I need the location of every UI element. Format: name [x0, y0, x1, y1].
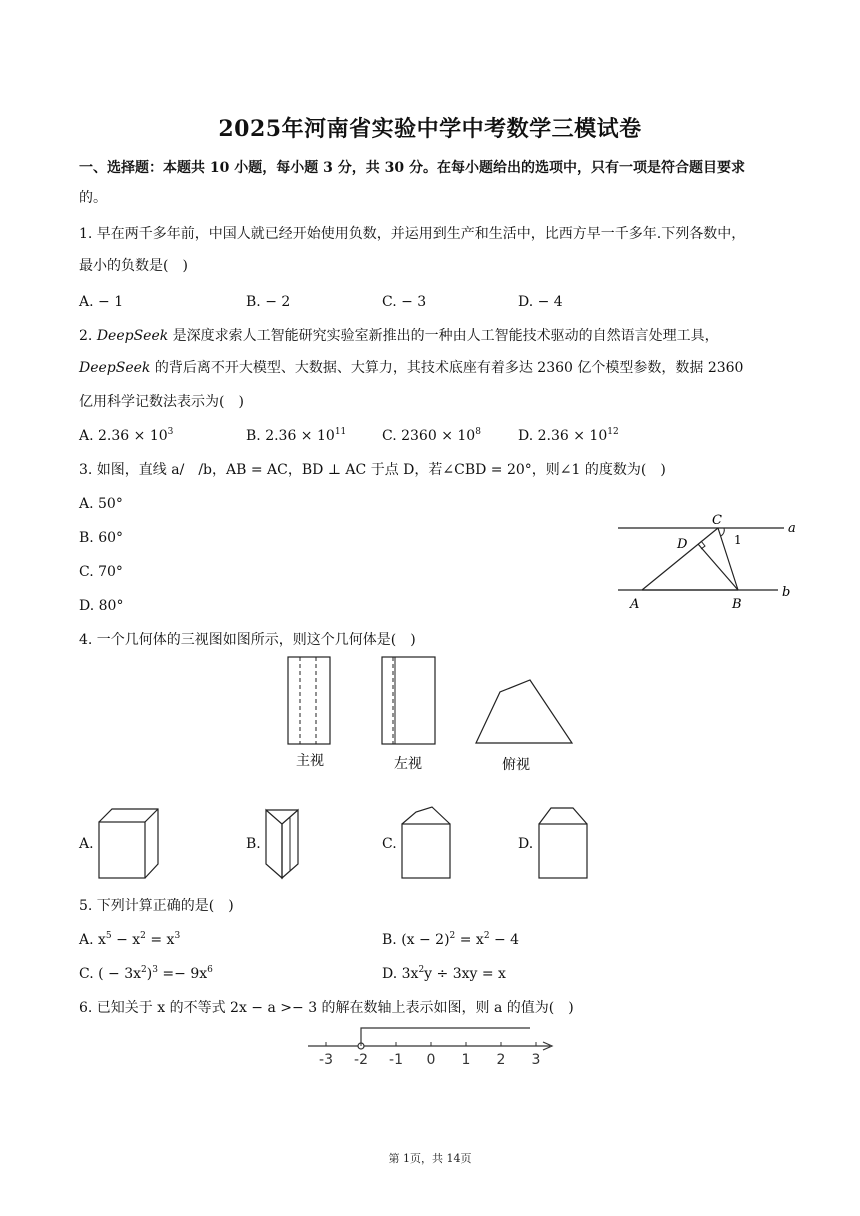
top-view-label: 俯视: [502, 757, 530, 773]
q2-option-c: C. $2360 \times 10^8$: [382, 427, 481, 444]
axis-tick-label: -3: [319, 1052, 333, 1068]
q3-option-d: D. 80°: [79, 598, 124, 614]
q2-option-d: D. $2.36 \times 10^{12}$: [518, 427, 619, 444]
q4-option-d-solid: [535, 804, 595, 882]
label-a-point: A: [630, 597, 640, 612]
axis-tick-label: -2: [354, 1052, 368, 1068]
q5-option-c: C. ( − $3x^2)^3 =- 9x^6$: [79, 965, 213, 982]
front-view: [288, 657, 330, 744]
axis-tick-label: 1: [461, 1052, 471, 1068]
q5-stem-line1: 5. 下列计算正确的是( ): [79, 898, 234, 914]
side-view: [382, 657, 435, 744]
q3-stem-line1: 3. 如图，直线 a/ /b，AB = AC，BD ⊥ AC 于点 D，若∠CBD = 20°，则∠1 的度数为( ): [79, 462, 666, 478]
angle-1-arc: [721, 528, 724, 536]
q2-number: 2.: [79, 328, 97, 344]
q2-stem-line3: 亿用科学记数法表示为( ): [79, 394, 244, 410]
label-b-line: b: [782, 585, 791, 600]
label-c: C: [712, 513, 722, 528]
exam-title: 2025年河南省实验中学中考数学三模试卷: [218, 116, 642, 142]
q2-option-a: A. $2.36 \times 10^3$: [79, 427, 174, 444]
q1-stem-line1: 1. 早在两千多年前，中国人就已经开始使用负数，并运用到生产和生活中，比西方早一千多年.下列各数中，: [79, 226, 746, 242]
q2-deepseek-term2: DeepSeek: [79, 360, 151, 376]
front-view-label: 主视: [296, 753, 324, 769]
section-heading-line2: 的。: [79, 190, 107, 206]
axis-tick-label: 3: [531, 1052, 541, 1068]
top-view: [476, 680, 572, 743]
q1-stem-line2: 最小的负数是( ): [79, 258, 188, 274]
axis-tick-label: 2: [496, 1052, 506, 1068]
q2-stem-text1: 是深度求索人工智能研究实验室新推出的一种由人工智能技术驱动的自然语言处理工具，: [168, 328, 719, 344]
q4-option-a-cube: [96, 806, 166, 882]
q3-geometry-figure: [610, 508, 800, 618]
q4-option-b-label: B.: [246, 836, 261, 852]
label-d: D: [677, 537, 688, 552]
label-angle-1: 1: [734, 533, 742, 547]
page-footer: 第 1页，共 14页: [388, 1152, 472, 1165]
side-view-label: 左视: [394, 756, 422, 772]
q4-option-c-label: C.: [382, 836, 397, 852]
q5-option-d: D. $3x^2y \div 3xy = x$: [382, 965, 506, 982]
q4-option-b-prism: [262, 806, 322, 882]
q4-option-a-label: A.: [79, 836, 94, 852]
q3-option-a: A. 50°: [79, 496, 123, 512]
segment-bd: [698, 544, 738, 590]
label-b-point: B: [732, 597, 742, 612]
axis-tick-label: 0: [426, 1052, 436, 1068]
q2-deepseek-term: DeepSeek: [96, 328, 169, 344]
q1-option-b: B. − 2: [246, 294, 291, 310]
q2-stem-line1: [79, 326, 719, 346]
q5-option-a: A. $x^5 - x^2 = x^3$: [79, 931, 181, 948]
q3-option-c: C. 70°: [79, 564, 123, 580]
q1-option-d: D. − 4: [518, 294, 563, 310]
q1-option-c: C. − 3: [382, 294, 427, 310]
q1-option-a: A. − 1: [79, 294, 124, 310]
section-heading-line1: 一、选择题：本题共 10 小题，每小题 3 分，共 30 分。在每小题给出的选项中，只有一项是符合题目要求: [79, 160, 745, 176]
q3-option-b: B. 60°: [79, 530, 124, 546]
q2-stem-line2: [79, 358, 743, 378]
solution-ray: [361, 1028, 530, 1043]
q2-stem-text2: 的背后离不开大模型、大数据、大算力，其技术底座有着多达 2360 亿个模型参数，数据 2360: [150, 360, 744, 376]
q4-option-c-solid: [398, 804, 458, 882]
label-a-line: a: [788, 521, 796, 536]
axis-tick-label: -1: [389, 1052, 403, 1068]
q4-option-d-label: D.: [518, 836, 534, 852]
q6-stem-line1: 6. 已知关于 x 的不等式 2x − a >− 3 的解在数轴上表示如图，则 a 的值为( ): [79, 1000, 574, 1016]
q4-stem-line1: 4. 一个几何体的三视图如图所示，则这个几何体是( ): [79, 632, 416, 648]
q2-option-b: B. $2.36 \times 10^{11}$: [246, 427, 347, 444]
q5-option-b: B. $(x - 2)^2 = x^2 - 4$: [382, 931, 520, 948]
q4-three-views: [270, 652, 590, 782]
q6-number-line: [300, 1020, 562, 1070]
